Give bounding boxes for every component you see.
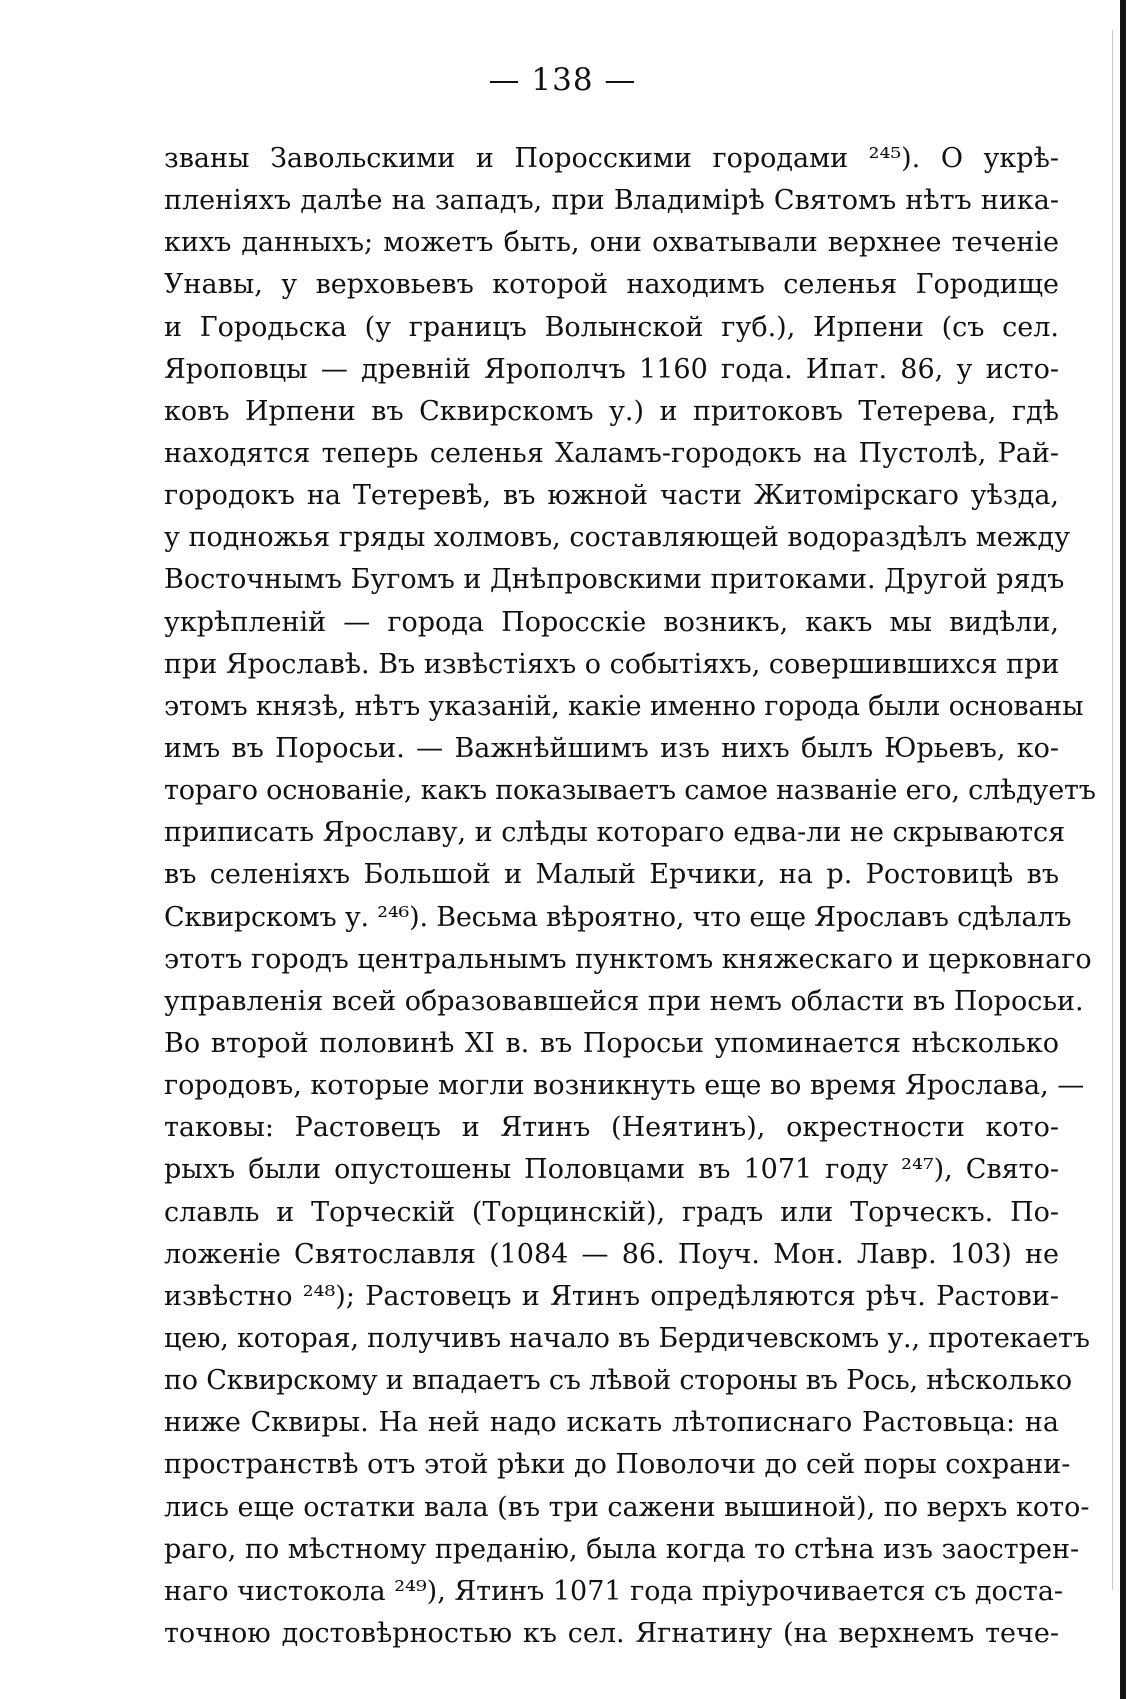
text-line: славль и Торческій (Торцинскій), градъ или Торческъ. По- [164, 1196, 1059, 1228]
text-line: у подножья гряды холмовъ, составляющей водораздѣлъ между [164, 522, 1071, 554]
text-line: въ селеніяхъ Большой и Малый Ерчики, на р. Ростовицѣ въ [164, 859, 1059, 891]
text-line: пленіяхъ далѣе на западъ, при Владимірѣ Святомъ нѣтъ никa- [164, 185, 1059, 217]
text-line: таковы: Растовецъ и Ятинъ (Неятинъ), окрестности кото- [164, 1112, 1059, 1144]
text-line: точною достовѣрностью къ сел. Ягнатину (на верхнемъ тече- [164, 1617, 1059, 1649]
text-line: этомъ князѣ, нѣтъ указаній, какіе именно города были основаны [164, 690, 1084, 722]
text-line: наго чистокола ²⁴⁹), Ятинъ 1071 года пріурочивается съ доста- [164, 1575, 1064, 1607]
text-line: ложеніе Святославля (1084 — 86. Поуч. Мон. Лавр. 103) не [164, 1238, 1059, 1270]
text-line: Сквирскомъ у. ²⁴⁶). Весьма вѣроятно, что еще Ярославъ сдѣлалъ [164, 901, 1072, 933]
text-line: раго, по мѣстному преданію, была когда то стѣна изъ заострен- [164, 1533, 1080, 1565]
text-line: цею, которая, получивъ начало въ Бердичевскомъ у., протекаетъ [164, 1322, 1090, 1354]
text-line: по Сквирскому и впадаетъ съ лѣвой стороны въ Рось, нѣсколько [164, 1365, 1072, 1397]
text-line: рыхъ были опустошены Половцами въ 1071 году ²⁴⁷), Свято- [164, 1154, 1059, 1186]
text-line: находятся теперь селенья Халамъ-городокъ на Пустолѣ, Рай- [164, 437, 1059, 469]
body-text [164, 138, 1096, 1655]
text-line: этотъ городъ центральнымъ пунктомъ княжескаго и церковнаго [164, 943, 1092, 975]
text-line: Восточнымъ Бугомъ и Днѣпровскими притоками. Другой рядъ [164, 564, 1065, 596]
text-line: ниже Сквиры. На ней надо искать лѣтописнаго Растовьца: на [164, 1407, 1059, 1439]
text-line: управленія всей образовавшейся при немъ области въ Поросьи. [164, 985, 1084, 1017]
text-line: Яроповцы — древній Ярополчъ 1160 года. Ипат. 86, у исто- [164, 353, 1059, 385]
text-line: Унавы, у верховьевъ которой находимъ селенья Городище [164, 269, 1059, 301]
text-line: и Городьска (у границъ Волынской губ.), Ирпени (съ сел. [164, 311, 1059, 343]
text-line: имъ въ Поросьи. — Важнѣйшимъ изъ нихъ былъ Юрьевъ, ко- [164, 732, 1059, 764]
text-line: званы Завольскими и Поросскими городами ²⁴⁵). О укрѣ- [164, 143, 1059, 174]
text-line: лись еще остатки вала (въ три сажени вышиной), по верхъ кото- [164, 1491, 1090, 1523]
text-line: кихъ данныхъ; можетъ быть, они охватывали верхнее теченіе [164, 227, 1059, 259]
page-number: — 138 — [488, 62, 637, 98]
text-line: пространствѣ отъ этой рѣки до Поволочи до сей поры сохрани- [164, 1449, 1071, 1481]
text-line: укрѣпленій — города Поросскіе возникъ, какъ мы видѣли, [164, 606, 1059, 638]
text-line: приписать Ярославу, и слѣды котораго едва-ли не скрываются [164, 817, 1066, 849]
text-line: извѣстно ²⁴⁸); Растовецъ и Ятинъ опредѣляются рѣч. Растови- [164, 1280, 1059, 1312]
page-edge-border [1120, 0, 1126, 1699]
text-line: при Ярославѣ. Въ извѣстіяхъ о событіяхъ, совершившихся при [164, 648, 1060, 680]
text-line: городовъ, которые могли возникнуть еще во время Ярослава, — [164, 1070, 1085, 1102]
text-line: ковъ Ирпени въ Сквирскомъ у.) и притоковъ Тетерева, гдѣ [164, 395, 1059, 427]
text-line: тораго основаніе, какъ показываетъ самое названіе его, слѣдуетъ [164, 775, 1096, 807]
page-edge-shadow [1112, 30, 1113, 1590]
text-line: Во второй половинѣ XI в. въ Поросьи упоминается нѣсколько [164, 1027, 1059, 1059]
text-line: городокъ на Тетеревѣ, въ южной части Житомірскаго уѣзда, [164, 480, 1059, 512]
